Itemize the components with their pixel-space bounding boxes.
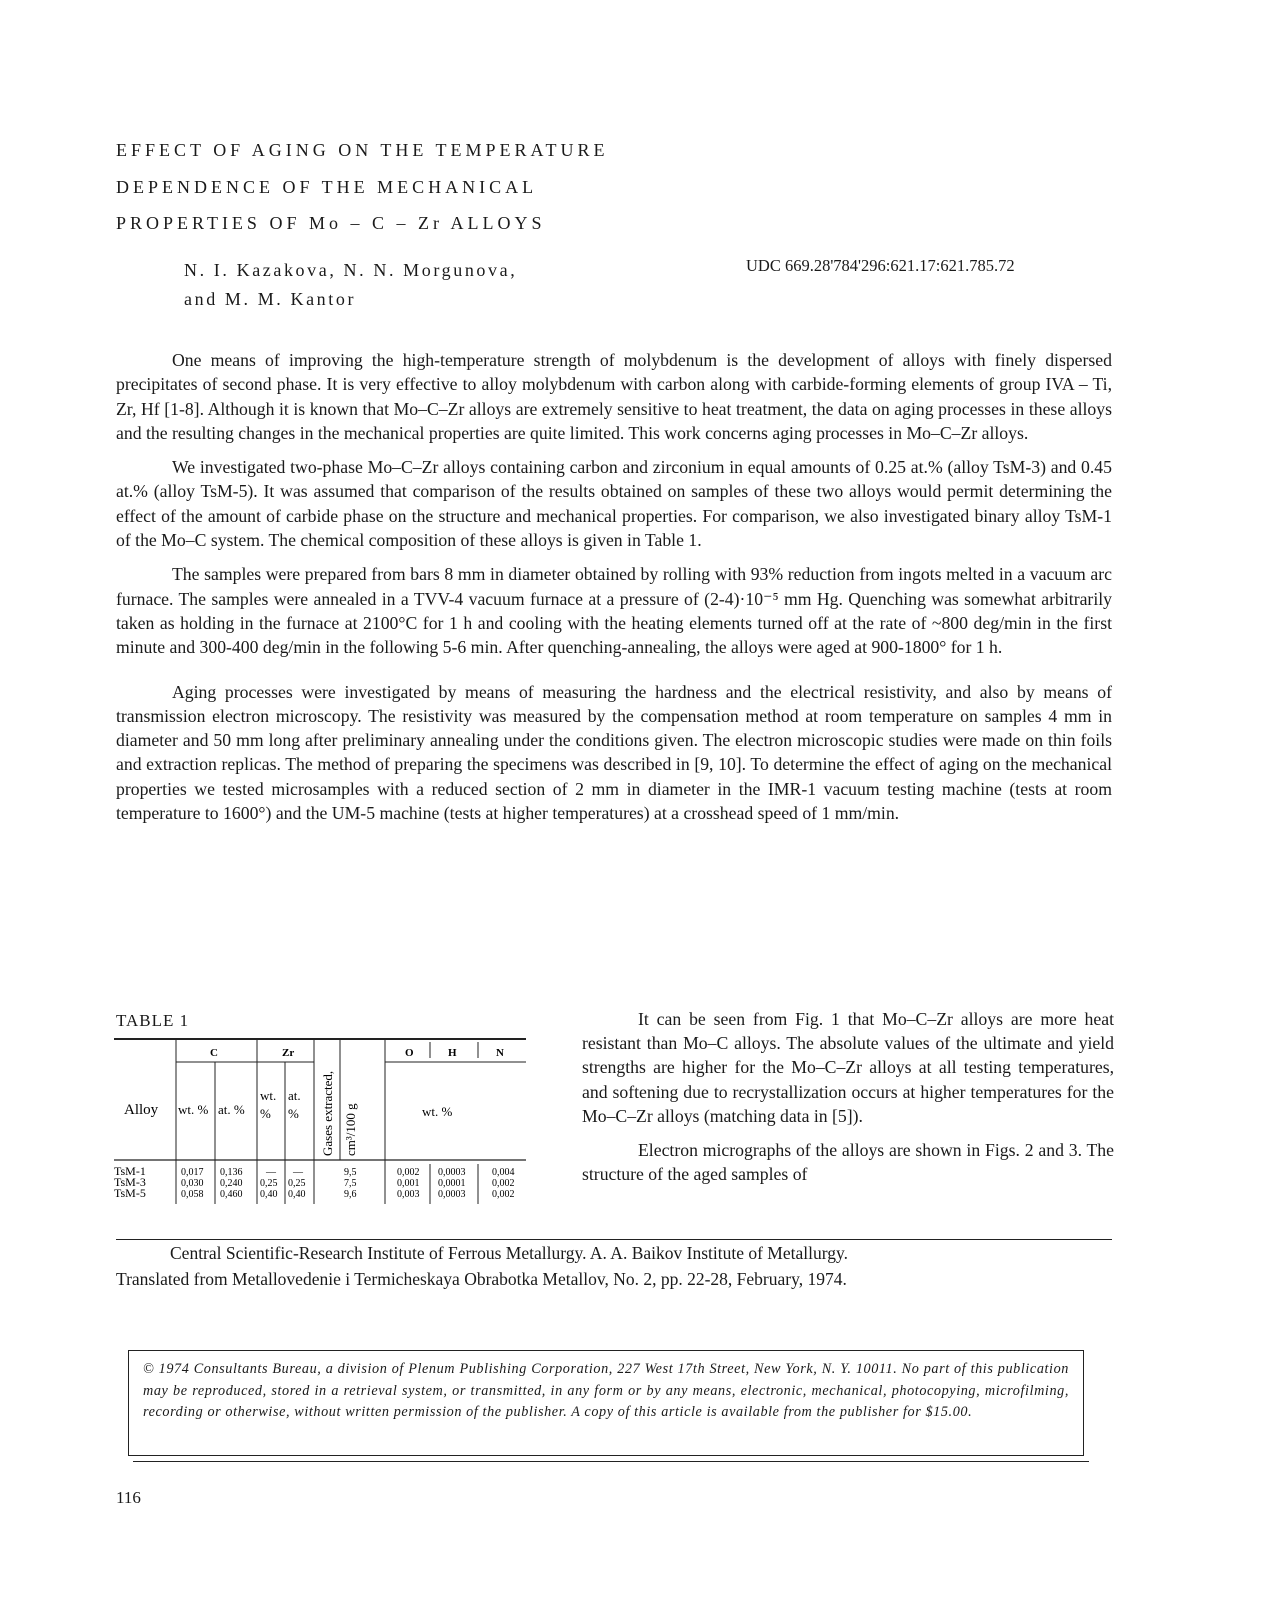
composition-table	[114, 1036, 526, 1206]
title-line-1: EFFECT OF AGING ON THE TEMPERATURE	[116, 140, 609, 160]
row-2-zr-wt: 0,25	[260, 1178, 278, 1189]
composition-table-graphic	[114, 1036, 526, 1206]
row-3-alloy: TsM-5	[114, 1186, 146, 1200]
row-1-zr-wt: —	[266, 1167, 276, 1178]
header-alloy: Alloy	[124, 1102, 159, 1118]
table-caption: TABLE 1	[116, 1011, 190, 1030]
header-c: C	[210, 1047, 218, 1059]
row-1-alloy: TsM-1	[114, 1164, 146, 1178]
header-n: N	[496, 1047, 504, 1059]
footnote-line-2: Translated from Metallovedenie i Termicheskaya Obrabotka Metallov, No. 2, pp. 22-28, February, 1974.	[116, 1269, 847, 1289]
title-line-2: DEPENDENCE OF THE MECHANICAL	[116, 176, 538, 197]
sub-zr-wt: wt.	[260, 1088, 277, 1103]
title-line-3: PROPERTIES OF Mo – C – Zr ALLOYS	[116, 213, 546, 233]
paragraph-1: One means of improving the high-temperature strength of molybdenum is the development of alloys with finely dispersed precipitates of second phase. It is very effective to alloy molybdenum with carbon along with carbide-forming elements of group IVA – Ti, Zr, Hf [1-8]. Although it is known that Mo–C–Zr alloys are extremely sensitive to heat treatment, the data on aging processes in these alloys and the resulting changes in the mechanical properties are quite limited. This work concerns aging processes in Mo–C–Zr alloys.	[116, 350, 1112, 443]
copyright-box	[128, 1350, 1084, 1456]
page-number: 116	[116, 1488, 141, 1507]
right-paragraph-2: Electron micrographs of the alloys are shown in Figs. 2 and 3. The structure of the aged samples of	[582, 1140, 1114, 1185]
header-zr: Zr	[282, 1047, 295, 1059]
sub-zr-wt-pct: %	[260, 1106, 271, 1121]
row-3-c-at: 0,460	[220, 1189, 243, 1200]
row-2-n: 0,002	[492, 1178, 515, 1189]
row-2-o: 0,001	[397, 1178, 420, 1189]
row-1-n: 0,004	[492, 1167, 515, 1178]
header-gases-unit: cm³/100 g	[343, 1103, 358, 1156]
copyright-text: © 1974 Consultants Bureau, a division of Plenum Publishing Corporation, 227 West 17th Street, New York, N. Y. 10011. No part of this publication may be reproduced, stored in a retrieval system, or transmitted, in any form or by any means, electronic, mechanical, photocopying, microfilming, recording or otherwise, without written permission of the publisher. A copy of this article is available from the publisher for $15.00.	[143, 1361, 1069, 1420]
right-column	[582, 1007, 1114, 1196]
author-list	[184, 256, 704, 314]
paragraph-2: We investigated two-phase Mo–C–Zr alloys containing carbon and zirconium in equal amounts of 0.25 at.% (alloy TsM-3) and 0.45 at.% (alloy TsM-5). It was assumed that comparison of the results obtained on samples of these two alloys would permit determining the effect of the amount of carbide phase on the structure and mechanical properties. For comparison, we also investigated binary alloy TsM-1 of the Mo–C system. The chemical composition of these alloys is given in Table 1.	[116, 457, 1112, 551]
sub-gas-wt: wt. %	[422, 1104, 453, 1119]
row-3-o: 0,003	[397, 1189, 420, 1200]
sub-zr-at: at.	[288, 1088, 301, 1103]
row-3-c-wt: 0,058	[181, 1189, 204, 1200]
article-title	[116, 132, 816, 242]
row-3-zr-wt: 0,40	[260, 1189, 278, 1200]
affiliation-footnote	[116, 1240, 1112, 1292]
header-o: O	[405, 1047, 414, 1059]
row-2-c-wt: 0,030	[181, 1178, 204, 1189]
row-3-n: 0,002	[492, 1189, 515, 1200]
row-1-c-at: 0,136	[220, 1167, 243, 1178]
row-1-gases: 9,5	[344, 1167, 357, 1178]
header-gases: Gases extracted,	[320, 1070, 335, 1156]
sub-zr-at-pct: %	[288, 1106, 299, 1121]
row-1-zr-at: —	[293, 1167, 303, 1178]
row-2-h: 0,0001	[438, 1178, 466, 1189]
udc-code: UDC 669.28'784'296:621.17:621.785.72	[746, 256, 1015, 275]
authors-line-1: N. I. Kazakova, N. N. Morgunova,	[184, 260, 518, 280]
authors-line-2: and M. M. Kantor	[184, 289, 357, 309]
header-h: H	[448, 1047, 457, 1059]
paragraph-4: Aging processes were investigated by means of measuring the hardness and the electrical resistivity, and also by means of transmission electron microscopy. The resistivity was measured by the compensation method at room temperature on samples 4 mm in diameter and 50 mm long after preliminary annealing under the conditions given. The electron microscopic studies were made on thin foils and extraction replicas. The method of preparing the specimens was described in [9, 10]. To determine the effect of aging on the mechanical properties we tested microsamples with a reduced section of 2 mm in diameter in the IMR-1 vacuum testing machine (tests at room temperature to 1600°) and the UM-5 machine (tests at higher temperatures) at a crosshead speed of 1 mm/min.	[116, 681, 1112, 824]
footnote-line-1: Central Scientific-Research Institute of Ferrous Metallurgy. A. A. Baikov Institute of Metallurgy.	[170, 1243, 848, 1263]
row-1-o: 0,002	[397, 1167, 420, 1178]
row-1-c-wt: 0,017	[181, 1167, 204, 1178]
row-3-h: 0,0003	[438, 1189, 466, 1200]
row-3-gases: 9,6	[344, 1189, 357, 1200]
sub-c-at: at. %	[218, 1102, 245, 1117]
row-2-alloy: TsM-3	[114, 1175, 146, 1189]
row-2-zr-at: 0,25	[288, 1178, 306, 1189]
row-2-c-at: 0,240	[220, 1178, 243, 1189]
sub-c-wt: wt. %	[178, 1102, 209, 1117]
main-body	[116, 348, 1112, 835]
right-paragraph-1: It can be seen from Fig. 1 that Mo–C–Zr alloys are more heat resistant than Mo–C alloys. The absolute values of the ultimate and yield strengths are higher for the Mo–C–Zr alloys at all testing temperatures, and softening due to recrystallization occurs at higher temperatures for the Mo–C–Zr alloys (matching data in [5]).	[582, 1009, 1114, 1126]
paragraph-3: The samples were prepared from bars 8 mm in diameter obtained by rolling with 93% reduction from ingots melted in a vacuum arc furnace. The samples were annealed in a TVV-4 vacuum furnace at a pressure of (2-4)·10⁻⁵ mm Hg. Quenching was somewhat arbitrarily taken as holding in the furnace at 2100°C for 1 h and cooling with the heating elements turned off at the rate of ~800 deg/min in the first minute and 300-400 deg/min in the following 5-6 min. After quenching-annealing, the alloys were aged at 900-1800° for 1 h.	[116, 564, 1112, 658]
row-2-gases: 7,5	[344, 1178, 357, 1189]
row-1-h: 0,0003	[438, 1167, 466, 1178]
row-3-zr-at: 0,40	[288, 1189, 306, 1200]
